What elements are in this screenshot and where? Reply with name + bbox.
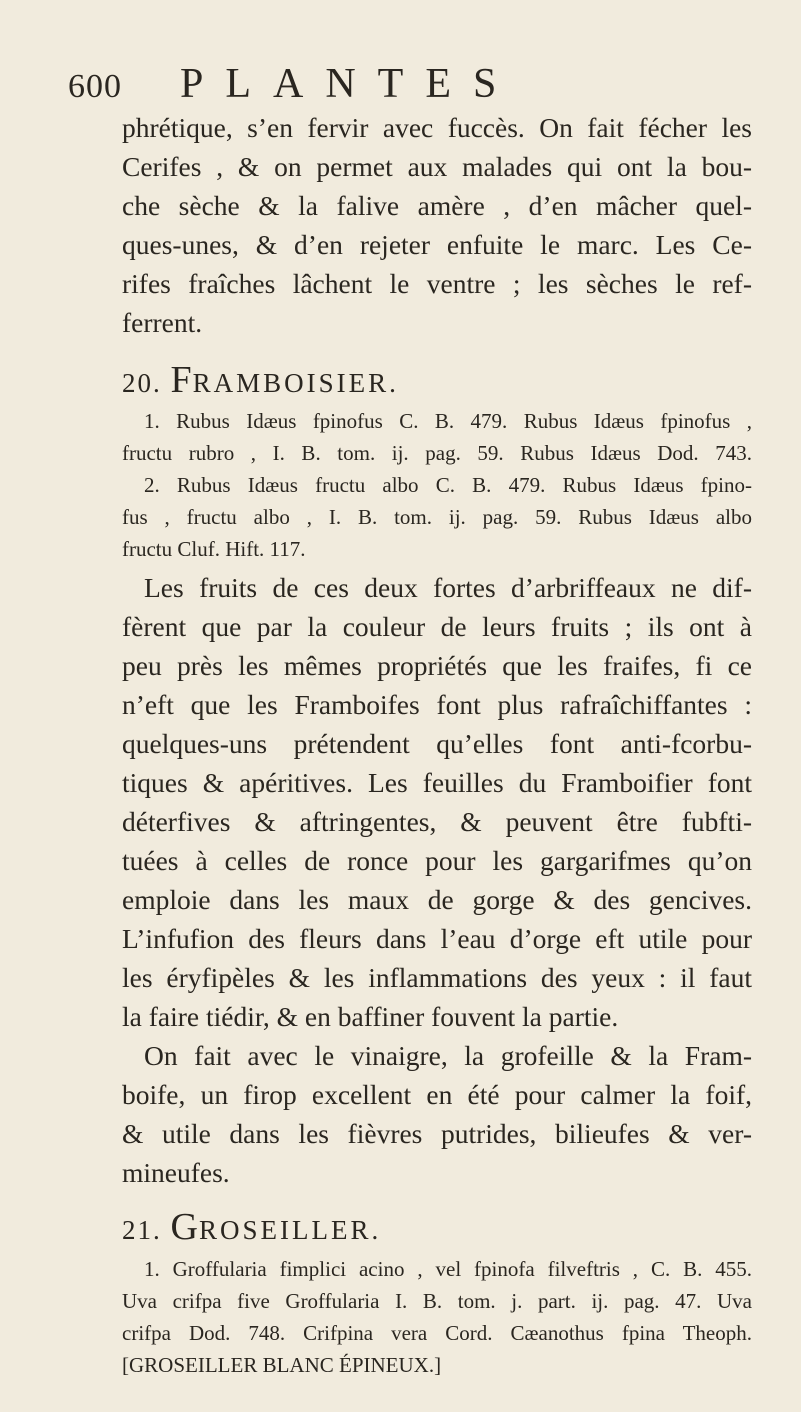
text-line: ferrent. (122, 307, 203, 338)
text-line: peu près les mêmes propriétés que les fraifes, fi ce (122, 650, 752, 681)
text-line: emploie dans les maux de gorge & des gencives. (122, 884, 752, 915)
text-line: les éryfipèles & les inflammations des yeux : il faut (122, 962, 752, 993)
text-line: quelques-uns prétendent qu’elles font anti-fcorbu- (122, 728, 752, 759)
text-line: L’infufion des fleurs dans l’eau d’orge eft utile pour (122, 923, 752, 954)
heading-rest: ROSEILLER. (198, 1215, 382, 1245)
heading-initial: F (170, 359, 193, 401)
synonym-line: fus , fructu albo , I. B. tom. ij. pag. 59. Rubus Idæus albo (122, 505, 752, 529)
text-line: Cerifes , & on permet aux malades qui ont la bou- (122, 151, 752, 182)
synonym-line: [GROSEILLER BLANC ÉPINEUX.] (122, 1353, 442, 1377)
synonym-line: 1. Rubus Idæus fpinofus C. B. 479. Rubus Idæus fpinofus , (144, 409, 752, 433)
text-line: Les fruits de ces deux fortes d’arbriffeaux ne dif- (144, 572, 752, 603)
text-line: & utile dans les fièvres putrides, bilieufes & ver- (122, 1118, 752, 1149)
section-number: 20. (122, 368, 162, 398)
text-line: n’eft que les Framboifes font plus rafraîchiffantes : (122, 689, 752, 720)
text-line: ques-unes, & d’en rejeter enfuite le marc. Les Ce- (122, 229, 752, 260)
synonym-line: Uva crifpa five Groffularia I. B. tom. j. part. ij. pag. 47. Uva (122, 1289, 752, 1313)
heading-rest: RAMBOISIER. (192, 368, 399, 398)
section-heading (122, 1205, 381, 1249)
text-line: déterfives & aftringentes, & peuvent être fubfti- (122, 806, 752, 837)
synonym-line: 1. Groffularia fimplici acino , vel fpinofa filveftris , C. B. 455. (144, 1257, 752, 1281)
section-number: 21. (122, 1215, 162, 1245)
synonym-line: 2. Rubus Idæus fructu albo C. B. 479. Rubus Idæus fpino- (144, 473, 752, 497)
text-line: che sèche & la falive amère , d’en mâcher quel- (122, 190, 752, 221)
text-line: boife, un firop excellent en été pour calmer la foif, (122, 1079, 752, 1110)
text-line: rifes fraîches lâchent le ventre ; les sèches le ref- (122, 268, 752, 299)
synonym-line: fructu rubro , I. B. tom. ij. pag. 59. Rubus Idæus Dod. 743. (122, 441, 752, 465)
text-line: tuées à celles de ronce pour les gargarifmes qu’on (122, 845, 752, 876)
text-line: phrétique, s’en fervir avec fuccès. On fait fécher les (122, 112, 752, 143)
text-line: fèrent que par la couleur de leurs fruits ; ils ont à (122, 611, 752, 642)
page-header (68, 61, 768, 118)
section-heading (122, 358, 399, 402)
running-head: PLANTES (180, 61, 519, 107)
text-line: On fait avec le vinaigre, la grofeille & la Fram- (144, 1040, 752, 1071)
text-line: mineufes. (122, 1157, 230, 1188)
synonym-line: crifpa Dod. 748. Crifpina vera Cord. Cæanothus fpina Theoph. (122, 1321, 752, 1345)
text-line: la faire tiédir, & en baffiner fouvent la partie. (122, 1001, 619, 1032)
synonym-line: fructu Cluf. Hift. 117. (122, 537, 306, 561)
page-number: 600 (68, 68, 122, 105)
text-line: tiques & apéritives. Les feuilles du Framboifier font (122, 767, 752, 798)
heading-initial: G (170, 1206, 199, 1248)
